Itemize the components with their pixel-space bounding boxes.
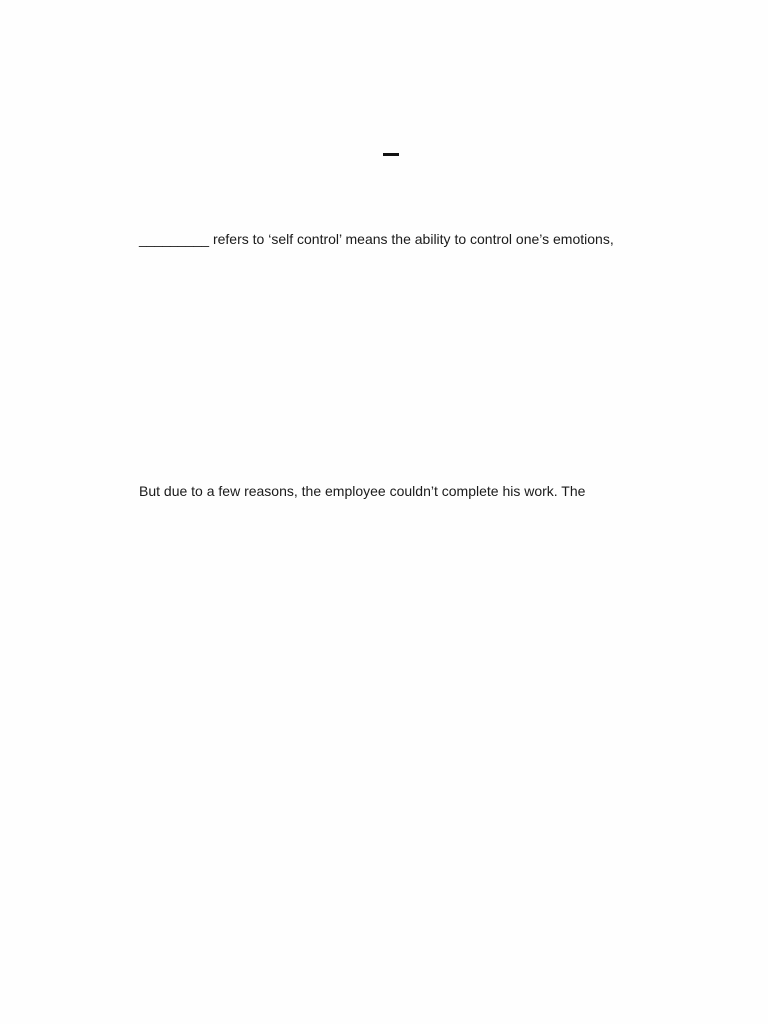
question-text: _________ refers to ‘self control’ means the ability to control one’s emotions,	[139, 231, 614, 247]
passage-text: But due to a few reasons, the employee couldn’t complete his work. The	[139, 483, 586, 499]
title-dash	[383, 153, 399, 156]
